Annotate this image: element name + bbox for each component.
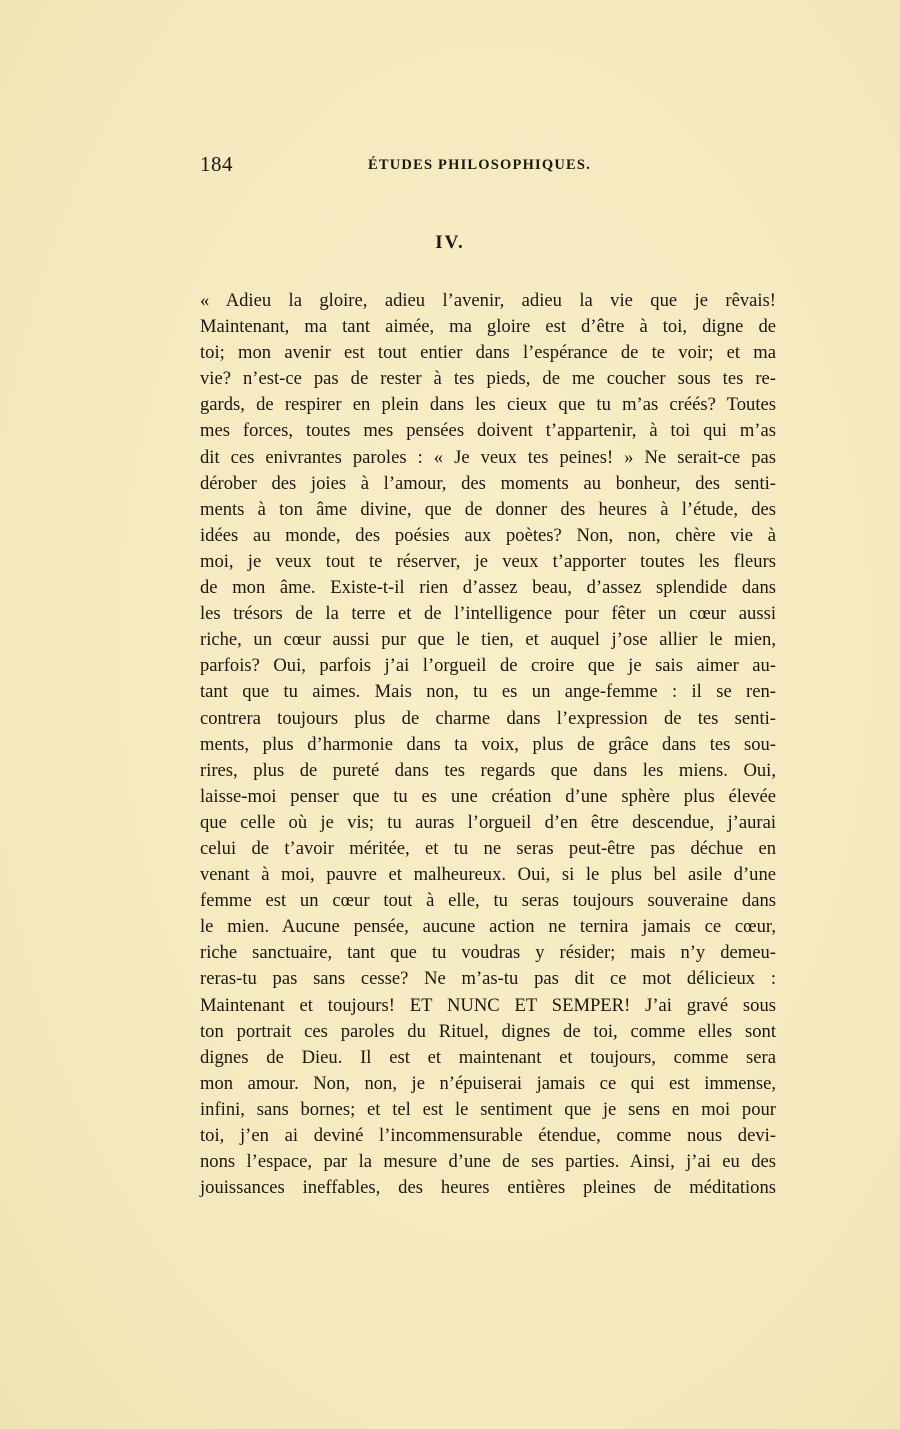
text-line: moi, je veux tout te réserver, je veux t’apporter toutes les fleurs xyxy=(200,550,776,572)
text-line: ton portrait ces paroles du Rituel, dignes de toi, comme elles sont xyxy=(200,1020,776,1042)
text-line: celui de t’avoir méritée, et tu ne seras peut-être pas déchue en xyxy=(200,837,776,859)
text-line: dignes de Dieu. Il est et maintenant et toujours, comme sera xyxy=(200,1046,776,1068)
text-line: les trésors de la terre et de l’intelligence pour fêter un cœur aussi xyxy=(200,603,776,625)
text-line: gards, de respirer en plein dans les cieux que tu m’as créés? Toutes xyxy=(200,394,776,416)
text-line: contrera toujours plus de charme dans l’expression de tes senti- xyxy=(200,707,776,729)
text-line: Maintenant, ma tant aimée, ma gloire est d’être à toi, digne de xyxy=(200,316,776,338)
text-line: mes forces, toutes mes pensées doivent t’appartenir, à toi qui m’as xyxy=(200,420,776,442)
text-line: nons l’espace, par la mesure d’une de ses parties. Ainsi, j’ai eu des xyxy=(200,1151,776,1173)
text-line: idées au monde, des poésies aux poètes? Non, non, chère vie à xyxy=(200,524,776,546)
text-line: femme est un cœur tout à elle, tu seras toujours souveraine dans xyxy=(200,890,776,912)
text-line: « Adieu la gloire, adieu l’avenir, adieu la vie que je rêvais! xyxy=(200,290,776,311)
page-number: 184 xyxy=(200,152,233,176)
body-text xyxy=(200,288,776,1201)
text-line: que celle où je vis; tu auras l’orgueil d’en être descendue, j’aurai xyxy=(200,811,776,833)
text-line: Maintenant et toujours! ET NUNC ET SEMPER! J’ai gravé sous xyxy=(200,994,776,1016)
text-line: rires, plus de pureté dans tes regards que dans les miens. Oui, xyxy=(200,759,776,781)
text-line: reras-tu pas sans cesse? Ne m’as-tu pas dit ce mot délicieux : xyxy=(200,968,776,990)
text-line: jouissances ineffables, des heures entières pleines de méditations xyxy=(200,1177,776,1199)
text-line: vie? n’est-ce pas de rester à tes pieds, de me coucher sous tes re- xyxy=(200,368,776,390)
text-line: mon amour. Non, non, je n’épuiserai jamais ce qui est immense, xyxy=(200,1072,776,1094)
text-line: laisse-moi penser que tu es une création d’une sphère plus élevée xyxy=(200,785,776,807)
text-line: tant que tu aimes. Mais non, tu es un ange-femme : il se ren- xyxy=(200,681,776,703)
text-line: parfois? Oui, parfois j’ai l’orgueil de croire que je sais aimer au- xyxy=(200,655,776,677)
running-head: ÉTUDES PHILOSOPHIQUES. xyxy=(368,157,592,173)
text-line: infini, sans bornes; et tel est le sentiment que je sens en moi pour xyxy=(200,1098,776,1120)
chapter-heading: IV. xyxy=(435,232,465,253)
text-line: de mon âme. Existe-t-il rien d’assez beau, d’assez splendide dans xyxy=(200,577,776,599)
page-header xyxy=(200,152,607,180)
text-line: venant à moi, pauvre et malheureux. Oui, si le plus bel asile d’une xyxy=(200,864,776,886)
text-line: riche sanctuaire, tant que tu voudras y résider; mais n’y demeu- xyxy=(200,942,776,964)
text-line: ments, plus d’harmonie dans ta voix, plus de grâce dans tes sou- xyxy=(200,733,776,755)
text-line: toi, j’en ai deviné l’incommensurable étendue, comme nous devi- xyxy=(200,1125,776,1146)
text-line: ments à ton âme divine, que de donner des heures à l’étude, des xyxy=(200,498,776,520)
text-line: riche, un cœur aussi pur que le tien, et auquel j’ose allier le mien, xyxy=(200,629,776,651)
text-line: toi; mon avenir est tout entier dans l’espérance de te voir; et ma xyxy=(200,342,776,364)
text-line: le mien. Aucune pensée, aucune action ne ternira jamais ce cœur, xyxy=(200,916,776,938)
text-line: dit ces enivrantes paroles : « Je veux tes peines! » Ne serait-ce pas xyxy=(200,446,776,468)
text-line: dérober des joies à l’amour, des moments au bonheur, des senti- xyxy=(200,472,776,494)
